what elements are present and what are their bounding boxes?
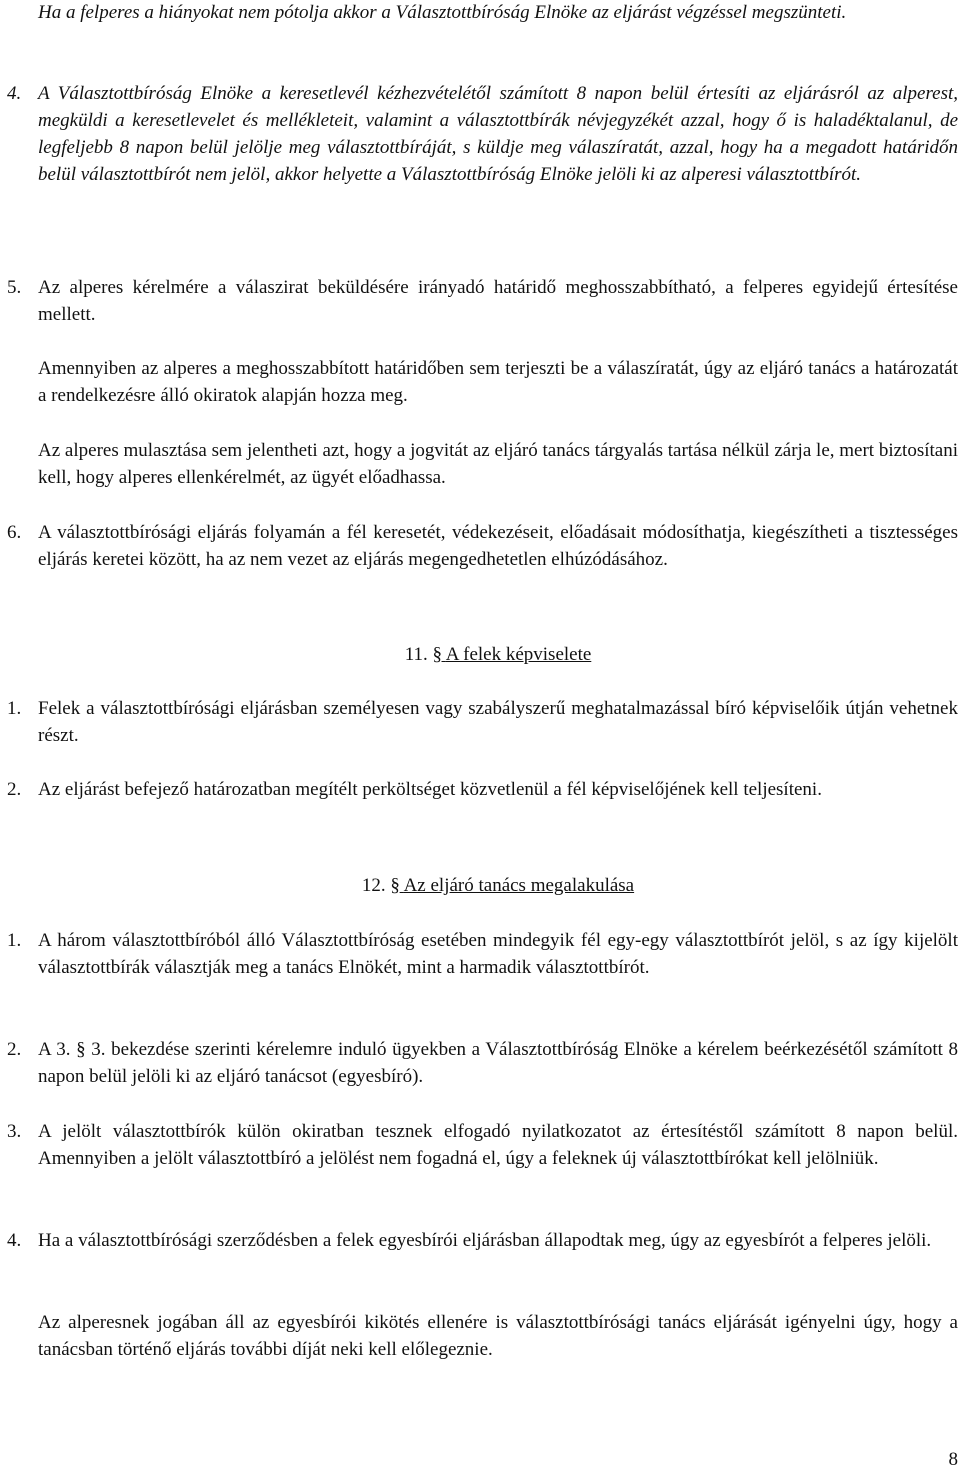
paragraph-text: Ha a választottbírósági szerződésben a felek egyesbírói eljárásban állapodtak meg, úgy az egyesbírót a felperes jelöli.	[38, 1230, 932, 1251]
heading-line	[38, 872, 958, 899]
paragraph-text: A három választottbíróból álló Választottbíróság esetében mindegyik fél egy-egy választottbírót jelöl, s az így kijelölt választottbírák választják meg a tanács Elnökét, mint a harmadik választottbírót.	[38, 930, 958, 978]
item-number: 4.	[7, 1230, 22, 1251]
item-number: 6.	[7, 522, 22, 543]
paragraph-text: A Választottbíróság Elnöke a keresetlevél kézhezvételétől számított 8 napon belül értesíti az eljárásról az alperest, megküldi a keresetlevelet és mellékleteit, valamint a választottbírák névjegyzékét azzal, hogy ő is haladéktalanul, de legfeljebb 8 napon belül jelölje meg választottbíráját, s küldje meg válaszíratát, azzal, hogy ha a megadott határidőn belül választottbírót nem jelöl, akkor helyette a Választottbíróság Elnöke jelöli ki az alperesi választottbírót.	[38, 83, 958, 185]
paragraph-text: A választottbírósági eljárás folyamán a fél keresetét, védekezéseit, előadásait módosíthatja, kiegészítheti a tisztességes eljárás keretei között, ha az nem vezet az eljárás megengedhetetlen elhúzódásához.	[38, 522, 958, 570]
section-12-item-2	[7, 1036, 958, 1090]
section-number: 12.	[361, 875, 386, 896]
section-sign: §	[390, 875, 400, 896]
section-title: A felek képviselete	[445, 644, 592, 665]
paragraph-text: Az eljárást befejező határozatban megítélt perköltséget közvetlenül a fél képviselőjének kell teljesíteni.	[38, 779, 822, 800]
paragraph-4	[7, 80, 958, 188]
item-number: 5.	[7, 277, 22, 298]
item-number: 1.	[7, 930, 22, 951]
section-12-item-4b	[38, 1309, 958, 1363]
item-number: 4.	[7, 83, 22, 104]
paragraph-text: Az alperes mulasztása sem jelentheti azt, hogy a jogvitát az eljáró tanács tárgyalás tartása nélkül zárja le, mert biztosítani kell, hogy alperes ellenkérelmét, az ügyét előadhassa.	[38, 440, 958, 488]
paragraph-text: Ha a felperes a hiányokat nem pótolja akkor a Választottbíróság Elnöke az eljárást végzéssel megszünteti.	[38, 2, 847, 23]
item-number: 2.	[7, 779, 22, 800]
paragraph-top	[38, 0, 958, 26]
paragraph-6	[7, 519, 958, 573]
section-heading-12	[38, 872, 958, 899]
paragraph-5c	[38, 437, 958, 491]
section-12-item-1	[7, 927, 958, 981]
section-12-item-4	[7, 1227, 958, 1254]
paragraph-text: Amennyiben az alperes a meghosszabbított határidőben sem terjeszti be a válaszíratát, úgy az eljáró tanács a határozatát a rendelkezésre álló okiratok alapján hozza meg.	[38, 358, 958, 406]
item-number: 1.	[7, 698, 22, 719]
section-12-item-3	[7, 1118, 958, 1172]
section-number: 11.	[404, 644, 428, 665]
item-number: 3.	[7, 1121, 22, 1142]
paragraph-text: A 3. § 3. bekezdése szerinti kérelemre induló ügyekben a Választottbíróság Elnöke a kérelem beérkezésétől számított 8 napon belül jelöli ki az eljáró tanácsot (egyesbíró).	[38, 1039, 958, 1087]
paragraph-text: Az alperes kérelmére a válaszirat beküldésére irányadó határidő meghosszabbítható, a felperes egyidejű értesítése mellett.	[38, 277, 958, 325]
paragraph-text: Felek a választottbírósági eljárásban személyesen vagy szabályszerű meghatalmazással bíró képviselőik útján vehetnek részt.	[38, 698, 958, 746]
section-sign: §	[432, 644, 442, 665]
paragraph-5b	[38, 355, 958, 409]
paragraph-text: Az alperesnek jogában áll az egyesbírói kikötés ellenére is választottbírósági tanács eljárását igényelni úgy, hogy a tanácsban történő eljárás további díját neki kell előlegeznie.	[38, 1312, 958, 1360]
section-title: Az eljáró tanács megalakulása	[403, 875, 635, 896]
item-number: 2.	[7, 1039, 22, 1060]
section-heading-11	[38, 641, 958, 668]
section-11-item-2	[7, 776, 958, 803]
paragraph-5	[7, 274, 958, 328]
section-11-item-1	[7, 695, 958, 749]
heading-line	[38, 641, 958, 668]
paragraph-text: A jelölt választottbírók külön okiratban tesznek elfogadó nyilatkozatot az értesítéstől számított 8 napon belül. Amennyiben a jelölt választottbíró a jelölést nem fogadná el, úgy a feleknek új választottbírókat kell jelölniük.	[38, 1121, 958, 1169]
page-number: 8	[948, 1449, 958, 1470]
